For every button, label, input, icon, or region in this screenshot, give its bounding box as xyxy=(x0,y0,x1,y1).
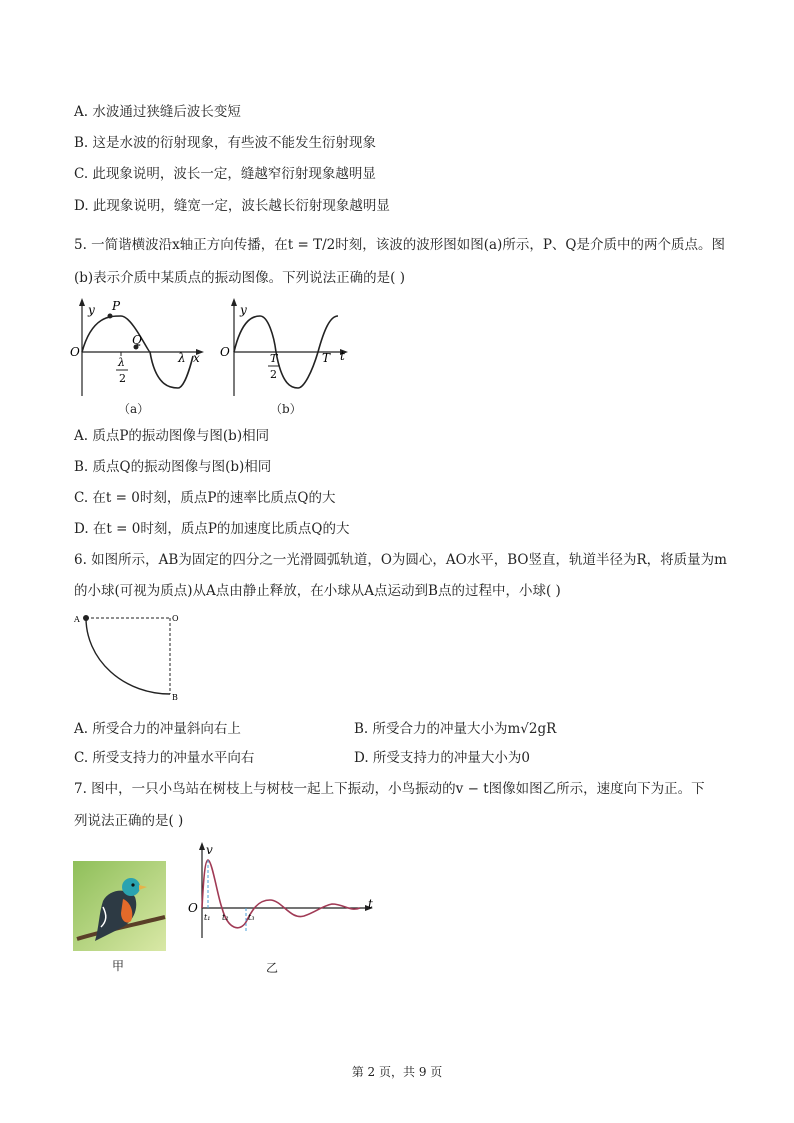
page-footer: 第 2 页，共 9 页 xyxy=(351,1065,443,1079)
fig-b-origin-label: O xyxy=(220,345,230,359)
q4-option-a: A. 水波通过狭缝后波长变短 xyxy=(74,104,241,120)
ball-dot xyxy=(83,615,89,621)
fig-b-half-t-num: T xyxy=(270,352,278,365)
q6-option-d: D. 所受支持力的冲量大小为0 xyxy=(354,750,531,766)
fig-a-p-label: P xyxy=(112,299,121,313)
q5-stem-line1: 5. 一简谐横波沿x轴正方向传播，在t = T/2时刻，该波的波形图如图(a)所示，P、Q是介质中的两个质点。图 xyxy=(74,237,725,253)
q4-option-b: B. 这是水波的衍射现象，有些波不能发生衍射现象 xyxy=(74,135,377,151)
fig-a-y-label: y xyxy=(88,303,95,317)
fig-a-q-label: Q xyxy=(132,333,142,347)
q6-option-b: B. 所受合力的冲量大小为m√2gR xyxy=(354,721,557,737)
q6-option-c: C. 所受支持力的冲量水平向右 xyxy=(74,750,255,766)
fig-a-half-lambda-den: 2 xyxy=(119,372,126,385)
fig-a-x-label: x xyxy=(193,351,200,365)
fig-b-t-label: t xyxy=(340,349,345,363)
vt-v-arrow xyxy=(199,842,205,850)
vt-v-label: v xyxy=(206,843,213,857)
vt-t-label: t xyxy=(368,897,373,911)
bird-eye xyxy=(131,883,134,886)
label-a: A xyxy=(74,615,80,624)
quarter-arc-track xyxy=(86,618,170,694)
q7-figure-yi-caption: 乙 xyxy=(266,961,279,975)
fig-b-half-t-den: 2 xyxy=(270,368,277,381)
q6-stem-line1: 6. 如图所示，AB为固定的四分之一光滑圆弧轨道，O为圆心，AO水平，BO竖直，轨道半径为R，将质量为m xyxy=(74,552,727,568)
q5-figure-b-caption: （b） xyxy=(270,402,302,416)
q7-vt-graph xyxy=(184,838,380,942)
q7-stem-line1: 7. 图中，一只小鸟站在树枝上与树枝一起上下振动，小鸟振动的v − t图像如图乙所示，速度向下为正。下 xyxy=(74,781,705,797)
q5-figure-a-wave-graph xyxy=(66,296,216,400)
q6-stem-line2: 的小球(可视为质点)从A点由静止释放，在小球从A点运动到B点的过程中，小球( ) xyxy=(74,583,561,599)
fig-a-y-arrow xyxy=(79,298,85,306)
vt-t3-label: t₃ xyxy=(248,913,255,922)
fig-b-period-label: T xyxy=(322,351,331,365)
q5-option-b: B. 质点Q的振动图像与图(b)相同 xyxy=(74,459,272,475)
label-o: O xyxy=(172,614,179,623)
vt-t2-label: t₂ xyxy=(222,913,229,922)
q5-option-c: C. 在t = 0时刻，质点P的速率比质点Q的大 xyxy=(74,490,336,506)
q7-bird-photo xyxy=(73,861,166,951)
q5-figure-b-vibration-graph xyxy=(216,296,366,400)
q5-option-a: A. 质点P的振动图像与图(b)相同 xyxy=(74,428,270,444)
q4-option-c: C. 此现象说明，波长一定，缝越窄衍射现象越明显 xyxy=(74,166,376,182)
q5-option-d: D. 在t = 0时刻，质点P的加速度比质点Q的大 xyxy=(74,521,350,537)
fig-a-lambda-label: λ xyxy=(178,351,186,365)
vt-t1-label: t₁ xyxy=(204,913,211,922)
fig-a-origin-label: O xyxy=(70,345,80,359)
q7-figure-jia-caption: 甲 xyxy=(112,959,125,973)
q5-stem-line2: (b)表示介质中某质点的振动图像。下列说法正确的是( ) xyxy=(74,270,405,286)
vt-origin-label: O xyxy=(188,901,198,915)
bird-head xyxy=(122,878,140,896)
q4-option-d: D. 此现象说明，缝宽一定，波长越长衍射现象越明显 xyxy=(74,198,390,214)
point-p-dot xyxy=(108,314,113,319)
fig-b-y-label: y xyxy=(240,303,247,317)
q7-stem-line2: 列说法正确的是( ) xyxy=(74,813,184,829)
fig-b-y-arrow xyxy=(231,298,237,306)
q6-option-a: A. 所受合力的冲量斜向右上 xyxy=(74,721,241,737)
fig-a-half-lambda-num: λ xyxy=(118,356,125,369)
q5-figure-a-caption: （a） xyxy=(118,402,150,416)
label-b: B xyxy=(172,693,178,702)
q6-arc-track-figure xyxy=(70,608,190,704)
